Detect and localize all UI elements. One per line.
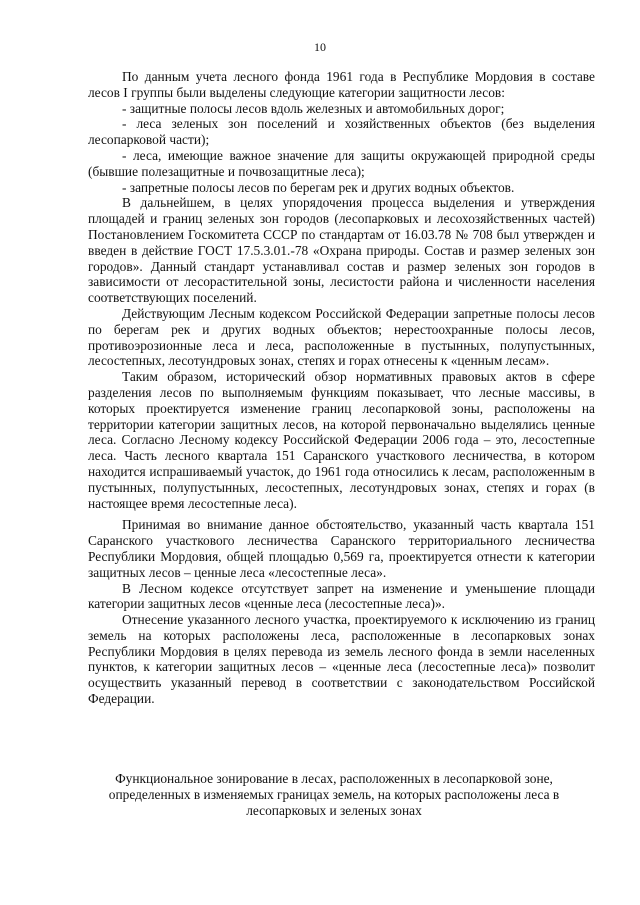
list-item: - леса зеленых зон поселений и хозяйственных объектов (без выделения лесопарковой части); — [88, 116, 595, 148]
list-item: - запретные полосы лесов по берегам рек и других водных объектов. — [122, 179, 515, 195]
list-item: - защитные полосы лесов вдоль железных и автомобильных дорог; — [122, 100, 505, 116]
paragraph: По данным учета лесного фонда 1961 года в Республике Мордовия в составе лесов I группы были выделены следующие категории защитности лесов: — [88, 69, 595, 100]
paragraph: Принимая во внимание данное обстоятельство, указанный часть квартала 151 Саранского участкового лесничества Саранского территориального лесничества Республики Мордовия, общей площадью 0,569 га, проектируется отнести к категории защитных лесов – ценные леса «лесостепные леса». — [88, 517, 595, 580]
paragraph: В Лесном кодексе отсутствует запрет на изменение и уменьшение площади категории защитных лесов «ценные леса (лесостепные леса)». — [88, 580, 595, 612]
page-number: 10 — [314, 40, 326, 54]
heading-line: лесопарковых и зеленых зонах — [246, 803, 422, 818]
paragraph: Действующим Лесным кодексом Российской Федерации запретные полосы лесов по берегам рек и других водных объектов; нерестоохранные полосы лесов, противоэрозионные леса и леса, расположенные в пустынных, полупустынных, лесостепных, лесотундровых зонах, степях и горах отнесены к «ценным лесам». — [88, 305, 595, 369]
paragraph: Отнесение указанного лесного участка, проектируемого к исключению из границ земель на которых расположены леса, расположенные в лесопарковых зонах Республики Мордовия в целях перевода из земель лесного фонда в земли населенных пунктов, к категории защитных лесов – «ценные леса (лесостепные леса)» позволит осуществить указанный перевод в соответствии с законодательством Российской Федерации. — [88, 612, 595, 707]
paragraph: Таким образом, исторический обзор нормативных правовых актов в сфере разделения лесов по выполняемым функциям показывает, что лесные массивы, в которых проектируется изменение границ лесопарковой зоны, расположены на территории категории защитных лесов, на которой первоначально выделялись ценные леса. Согласно Лесному кодексу Российской Федерации 2006 года – это, лесостепные леса. Часть лесного квартала 151 Саранского участкового лесничества, в котором находится испрашиваемый участок, до 1961 года относились к лесам, расположенным в пустынных, полупустынных, лесостепных, лесотундровых зонах, степях и горах (в настоящее время лесостепные леса). — [88, 369, 595, 511]
paragraph: В дальнейшем, в целях упорядочения процесса выделения и утверждения площадей и границ зеленых зон городов (лесопарковых и лесохозяйственных частей) Постановлением Госкомитета СССР по стандартам от 16.03.78 № 708 был утвержден и введен в действие ГОСТ 17.5.3.01.-78 «Охрана природы. Состав и размер зеленых зон городов». Данный стандарт устанавливал состав и размер зеленых зон городов в зависимости от лесорастительной зоны, лесистости района и численности населения соответствующих поселений. — [88, 195, 595, 306]
document-body — [88, 69, 595, 707]
heading-line: Функциональное зонирование в лесах, расположенных в лесопарковой зоне, — [115, 771, 553, 786]
heading-line: определенных в изменяемых границах земель, на которых расположены леса в — [108, 787, 560, 802]
section-heading — [60, 771, 608, 819]
list-item: - леса, имеющие важное значение для защиты окружающей природной среды (бывшие полезащитные и почвозащитные леса); — [88, 147, 595, 179]
